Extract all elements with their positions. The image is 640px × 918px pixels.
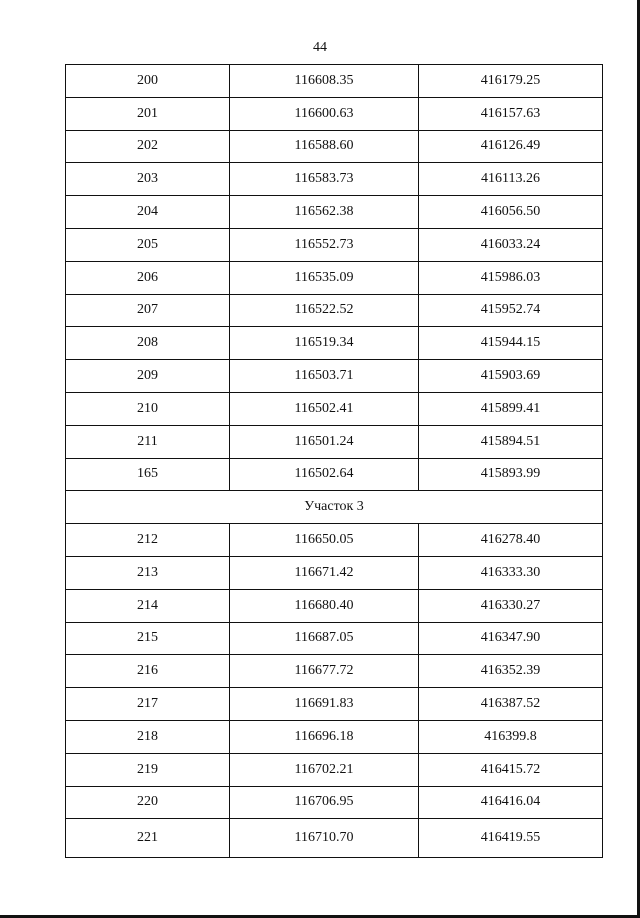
x-coordinate-cell: 116502.41 xyxy=(230,392,419,425)
table-row xyxy=(66,556,603,589)
table-row xyxy=(66,720,603,753)
table-row xyxy=(66,524,603,557)
coordinates-table xyxy=(65,64,603,858)
point-number-cell: 215 xyxy=(66,622,230,655)
point-number-cell: 206 xyxy=(66,261,230,294)
table-row xyxy=(66,130,603,163)
x-coordinate-cell: 116501.24 xyxy=(230,425,419,458)
coordinates-table-body xyxy=(66,65,603,858)
table-row xyxy=(66,261,603,294)
x-coordinate-cell: 116710.70 xyxy=(230,819,419,858)
table-row xyxy=(66,688,603,721)
table-row xyxy=(66,622,603,655)
section-label: Участок 3 xyxy=(66,491,603,524)
point-number-cell: 216 xyxy=(66,655,230,688)
y-coordinate-cell: 415899.41 xyxy=(419,392,603,425)
x-coordinate-cell: 116680.40 xyxy=(230,589,419,622)
x-coordinate-cell: 116600.63 xyxy=(230,97,419,130)
x-coordinate-cell: 116588.60 xyxy=(230,130,419,163)
table-row xyxy=(66,196,603,229)
point-number-cell: 208 xyxy=(66,327,230,360)
x-coordinate-cell: 116502.64 xyxy=(230,458,419,491)
x-coordinate-cell: 116671.42 xyxy=(230,556,419,589)
y-coordinate-cell: 415893.99 xyxy=(419,458,603,491)
point-number-cell: 201 xyxy=(66,97,230,130)
x-coordinate-cell: 116650.05 xyxy=(230,524,419,557)
y-coordinate-cell: 415944.15 xyxy=(419,327,603,360)
table-row xyxy=(66,392,603,425)
x-coordinate-cell: 116522.52 xyxy=(230,294,419,327)
y-coordinate-cell: 416330.27 xyxy=(419,589,603,622)
x-coordinate-cell: 116562.38 xyxy=(230,196,419,229)
y-coordinate-cell: 415952.74 xyxy=(419,294,603,327)
table-row xyxy=(66,65,603,98)
table-row xyxy=(66,458,603,491)
point-number-cell: 212 xyxy=(66,524,230,557)
point-number-cell: 202 xyxy=(66,130,230,163)
y-coordinate-cell: 415986.03 xyxy=(419,261,603,294)
point-number-cell: 211 xyxy=(66,425,230,458)
y-coordinate-cell: 416179.25 xyxy=(419,65,603,98)
x-coordinate-cell: 116677.72 xyxy=(230,655,419,688)
x-coordinate-cell: 116583.73 xyxy=(230,163,419,196)
point-number-cell: 213 xyxy=(66,556,230,589)
y-coordinate-cell: 416415.72 xyxy=(419,753,603,786)
point-number-cell: 220 xyxy=(66,786,230,819)
y-coordinate-cell: 416387.52 xyxy=(419,688,603,721)
x-coordinate-cell: 116608.35 xyxy=(230,65,419,98)
table-row xyxy=(66,753,603,786)
point-number-cell: 219 xyxy=(66,753,230,786)
table-row xyxy=(66,327,603,360)
table-row xyxy=(66,589,603,622)
x-coordinate-cell: 116691.83 xyxy=(230,688,419,721)
y-coordinate-cell: 416033.24 xyxy=(419,228,603,261)
section-header-row xyxy=(66,491,603,524)
y-coordinate-cell: 416416.04 xyxy=(419,786,603,819)
y-coordinate-cell: 416347.90 xyxy=(419,622,603,655)
table-row xyxy=(66,819,603,858)
table-row xyxy=(66,97,603,130)
y-coordinate-cell: 416399.8 xyxy=(419,720,603,753)
point-number-cell: 205 xyxy=(66,228,230,261)
table-row xyxy=(66,360,603,393)
table-row xyxy=(66,655,603,688)
y-coordinate-cell: 416113.26 xyxy=(419,163,603,196)
point-number-cell: 217 xyxy=(66,688,230,721)
point-number-cell: 221 xyxy=(66,819,230,858)
point-number-cell: 214 xyxy=(66,589,230,622)
y-coordinate-cell: 416352.39 xyxy=(419,655,603,688)
point-number-cell: 209 xyxy=(66,360,230,393)
x-coordinate-cell: 116552.73 xyxy=(230,228,419,261)
point-number-cell: 218 xyxy=(66,720,230,753)
x-coordinate-cell: 116519.34 xyxy=(230,327,419,360)
y-coordinate-cell: 416278.40 xyxy=(419,524,603,557)
point-number-cell: 210 xyxy=(66,392,230,425)
y-coordinate-cell: 415894.51 xyxy=(419,425,603,458)
point-number-cell: 203 xyxy=(66,163,230,196)
x-coordinate-cell: 116535.09 xyxy=(230,261,419,294)
x-coordinate-cell: 116687.05 xyxy=(230,622,419,655)
x-coordinate-cell: 116503.71 xyxy=(230,360,419,393)
y-coordinate-cell: 416157.63 xyxy=(419,97,603,130)
y-coordinate-cell: 416056.50 xyxy=(419,196,603,229)
y-coordinate-cell: 416419.55 xyxy=(419,819,603,858)
point-number-cell: 204 xyxy=(66,196,230,229)
x-coordinate-cell: 116706.95 xyxy=(230,786,419,819)
x-coordinate-cell: 116696.18 xyxy=(230,720,419,753)
point-number-cell: 207 xyxy=(66,294,230,327)
table-row xyxy=(66,163,603,196)
y-coordinate-cell: 416333.30 xyxy=(419,556,603,589)
table-row xyxy=(66,294,603,327)
table-row xyxy=(66,228,603,261)
y-coordinate-cell: 415903.69 xyxy=(419,360,603,393)
point-number-cell: 200 xyxy=(66,65,230,98)
page-number: 44 xyxy=(313,40,327,55)
point-number-cell: 165 xyxy=(66,458,230,491)
table-row xyxy=(66,786,603,819)
y-coordinate-cell: 416126.49 xyxy=(419,130,603,163)
table-row xyxy=(66,425,603,458)
x-coordinate-cell: 116702.21 xyxy=(230,753,419,786)
